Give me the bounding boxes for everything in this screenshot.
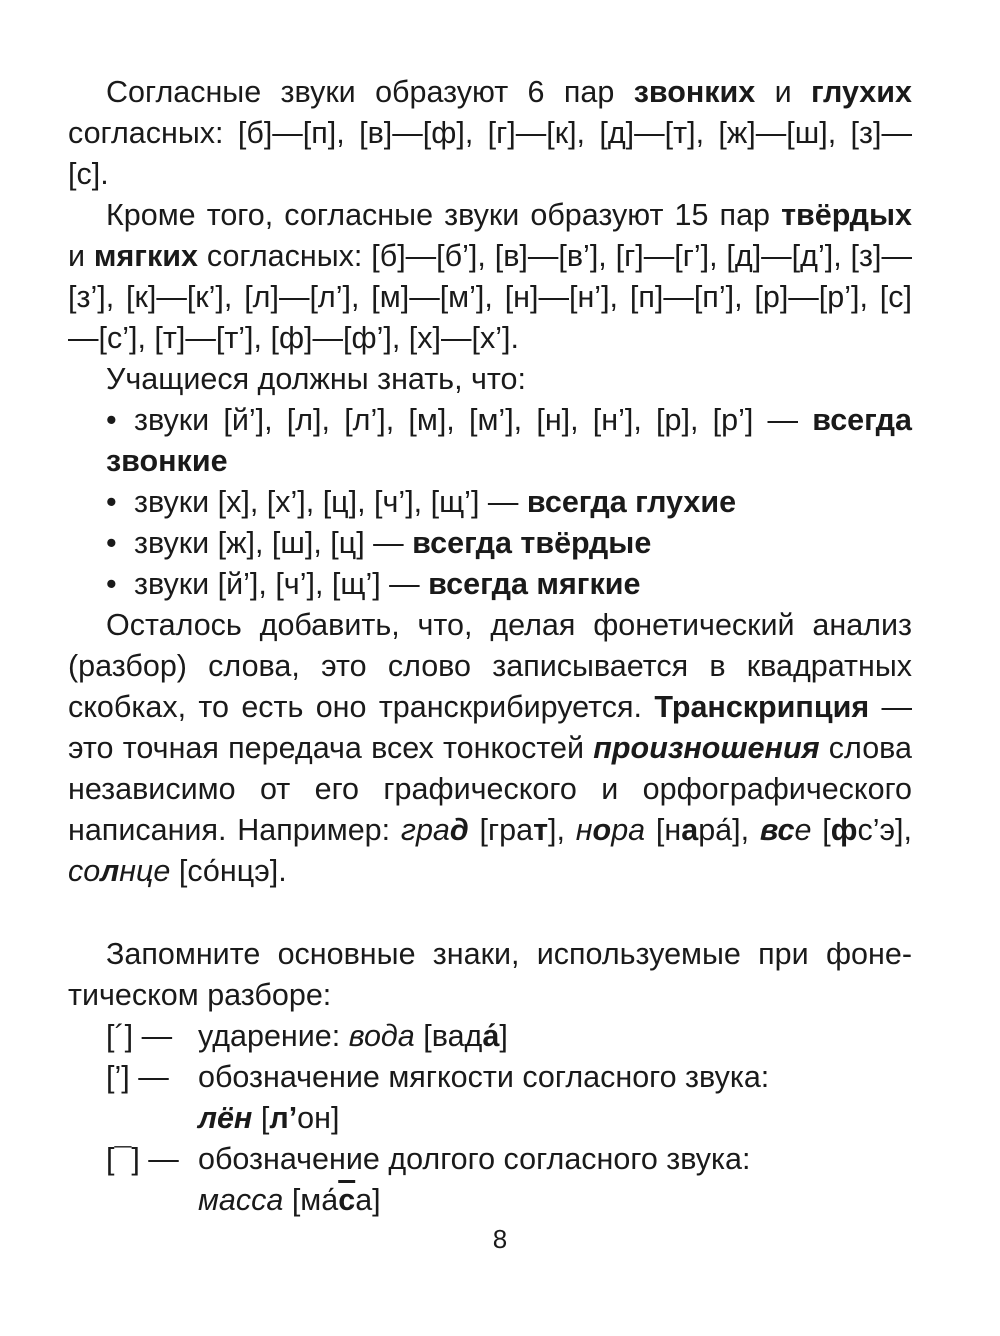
paragraph-students-know: Учащиеся должны знать, что: [106, 362, 526, 396]
highlight-letter: л’ [269, 1101, 298, 1135]
text: звуки [й’], [л], [л’], [м], [м’], [н], [н’], [р], [р’] — [134, 403, 813, 437]
legend-length [106, 1139, 912, 1221]
highlight-letter: д [449, 813, 469, 847]
stress-mark: [´] — [106, 1019, 173, 1053]
text: [гра [468, 813, 534, 847]
text: ра́], [698, 813, 760, 847]
text: ], [548, 813, 576, 847]
legend-stress [106, 1016, 912, 1057]
text: слова независимо от его графического и орфографического написания. Например: [68, 731, 912, 847]
term-soft: мягких [93, 239, 198, 273]
text: ра [611, 813, 646, 847]
highlight-letter: л [100, 854, 120, 888]
legend-text: обозначение мягкости согласного звука: [198, 1060, 770, 1094]
text: — это точная передача всех тонкостей [68, 690, 912, 765]
paragraph-hard-soft [68, 195, 912, 359]
text: со [68, 854, 101, 888]
bullet-emphasis: всегда мягкие [428, 567, 641, 601]
text: [со́нцэ]. [170, 854, 287, 888]
example-word: масса [198, 1183, 284, 1217]
paragraph-remember-signs: Запомните основные знаки, используемые при фонетическом разборе: [68, 937, 912, 1012]
term-transcription: Транскрипция [654, 690, 870, 724]
text: звуки [ж], [ш], [ц] — [134, 526, 413, 560]
bullet-dot: • [106, 485, 117, 519]
bullet-dot: • [106, 526, 117, 560]
highlight-letter: с [338, 1183, 356, 1217]
bullet-always-hard [68, 523, 912, 564]
softness-mark: [’] — [106, 1060, 169, 1094]
text: е [794, 813, 812, 847]
text: и [68, 239, 94, 273]
legend-text: обозначение долгого согласного звука: [198, 1142, 751, 1176]
highlight-letter: вс [759, 813, 795, 847]
text: Согласные звуки образуют 6 пар [106, 75, 634, 109]
text: [ [252, 1101, 270, 1135]
highlight-letter: т [533, 813, 548, 847]
text: нце [119, 854, 171, 888]
example-word-vse [760, 813, 812, 847]
term-pronunciation: произношения [593, 731, 820, 765]
text: а] [355, 1183, 381, 1217]
example-word-grad [401, 813, 469, 847]
text: [н [645, 813, 682, 847]
bullet-always-voiceless [68, 482, 912, 523]
example-word-nora [576, 813, 645, 847]
text: и [755, 75, 812, 109]
text: согласных: [б]—[п], [в]—[ф], [г]—[к], [д]—[т], [ж]—[ш], [з]—[с]. [68, 116, 912, 191]
example-word: вода [348, 1019, 415, 1053]
legend-softness [106, 1057, 912, 1139]
term-hard: твёрдых [781, 198, 912, 232]
highlight-letter: а [681, 813, 699, 847]
text: ] [499, 1019, 508, 1053]
legend-example [198, 1098, 912, 1139]
example-word: лён [198, 1101, 253, 1135]
paragraph-transcription [68, 605, 912, 892]
highlight-letter: ф [830, 813, 858, 847]
page-number: 8 [492, 1224, 508, 1254]
text: он] [297, 1101, 340, 1135]
length-mark: [¯] — [106, 1142, 179, 1176]
bullet-dot: • [106, 567, 117, 601]
highlight-letter: о [592, 813, 612, 847]
text: согласных: [б]—[б’], [в]—[в’], [г]—[г’], [д]—[д’], [з]—[з’], [к]—[к’], [л]—[л’], [м]—[м’], [н]—[н’], [п]—[п’], [р]—[р’], [с]—[с’], [т]—[т’], [ф]—[ф’], [х]—[х’]. [68, 239, 912, 355]
term-voiced: звонких [633, 75, 756, 109]
bullet-dot: • [106, 403, 117, 437]
text: с’э], [857, 813, 913, 847]
bullet-always-voiced [68, 400, 912, 482]
text: [ [811, 813, 831, 847]
page-content [68, 72, 912, 1221]
paragraph-voiced-voiceless [68, 72, 912, 195]
bullet-always-soft [68, 564, 912, 605]
highlight-letter: а́ [482, 1019, 500, 1053]
legend-text [198, 1016, 912, 1057]
bullet-emphasis: всегда глухие [526, 485, 737, 519]
spacer [68, 892, 912, 934]
empty-cell [106, 1098, 198, 1139]
legend-example [198, 1180, 912, 1221]
bullet-emphasis: всегда звонкие [106, 403, 912, 478]
bullet-emphasis: всегда твёрдые [412, 526, 652, 560]
text: звуки [х], [х’], [ц], [ч’], [щ’] — [134, 485, 527, 519]
text: н [575, 813, 593, 847]
example-word-solnce [68, 854, 170, 888]
text: звуки [й’], [ч’], [щ’] — [134, 567, 429, 601]
text: ударение: [198, 1019, 349, 1053]
empty-cell [106, 1180, 198, 1221]
term-voiceless: глухих [811, 75, 912, 109]
text: Кроме того, согласные звуки образуют 15 пар [106, 198, 782, 232]
text: гра [400, 813, 450, 847]
text: Осталось добавить, что, делая фонетический анализ (разбор) слова, это слово записывается в квадратных скобках, то есть оно транскрибируется. [68, 608, 912, 724]
text: [ма́ [283, 1183, 339, 1217]
text: [вад [414, 1019, 483, 1053]
